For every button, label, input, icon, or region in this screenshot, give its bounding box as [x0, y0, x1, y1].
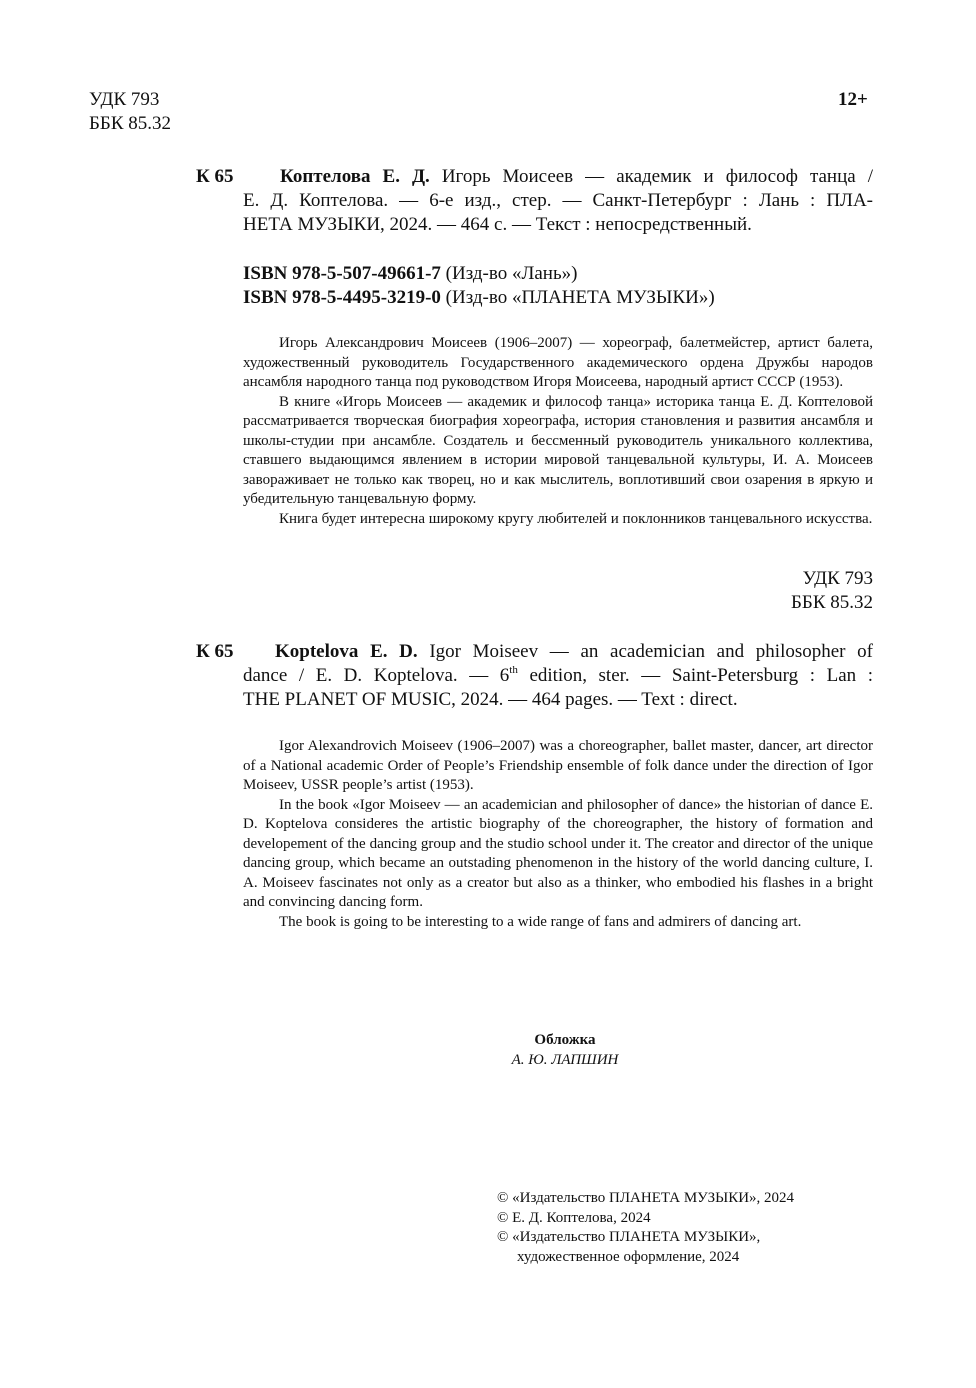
mid-udk-code: УДК 793: [802, 568, 873, 589]
en-entry-author: Koptelova E. D.: [275, 641, 418, 662]
en-abstract-paragraph-1: Igor Alexandrovich Moiseev (1906–2007) was a choreographer, ballet master, dancer, art director of a National academic Order of People’s Friendship ensemble of folk dance under the direction of Igor Moiseev, USSR people’s artist (1953).: [243, 738, 873, 793]
isbn-line-1: [243, 262, 873, 286]
age-rating: 12+: [838, 89, 868, 110]
cover-credit: [465, 1031, 665, 1070]
en-bibliographic-entry: [243, 640, 873, 712]
ru-entry-line-1: [280, 165, 873, 189]
en-abstract-paragraph-2: In the book «Igor Moiseev — an academician and philosopher of dance» the historian of dance E. D. Koptelova consideres the artistic biography of the choreographer, the history of formation and developement of the dancing group and the studio school under it. The creator and director of the unique dancing group, which became an outstading phenomenon in the history of the world dancing culture, I. A. Moiseev fascinates not only as a creator but also as a thinker, who embodied his flashes in a bright and convincing dancing form.: [243, 796, 873, 910]
ru-abstract: [243, 334, 873, 529]
cover-credit-label: Обложка: [534, 1032, 596, 1048]
ru-entry-line-2: Е. Д. Коптелова. — 6-е изд., стер. — Санкт-Петербург : Лань : ПЛА-: [243, 190, 873, 211]
ru-entry-title: Игорь Моисеев — академик и философ танца /: [441, 166, 873, 187]
ru-entry-code: К 65: [196, 166, 234, 187]
copyright-line-4: художественное оформление, 2024: [517, 1248, 740, 1265]
ru-abstract-paragraph-3: Книга будет интересна широкому кругу любителей и поклонников танцевального искусства.: [279, 510, 873, 527]
isbn-1-number: ISBN 978-5-507-49661-7: [243, 263, 441, 284]
ru-entry-author: Коптелова Е. Д.: [280, 166, 430, 187]
en-entry-line-2-post: edition, ster. — Saint-Petersburg : Lan :: [517, 665, 873, 686]
copyright-line-1: © «Издательство ПЛАНЕТА МУЗЫКИ», 2024: [497, 1190, 795, 1206]
en-entry-line-2-pre: dance / E. D. Koptelova. — 6: [243, 665, 510, 686]
isbn-line-2: [243, 286, 873, 310]
en-entry-title: Igor Moiseev — an academician and philosopher of: [429, 641, 874, 662]
en-entry-code: К 65: [196, 641, 234, 662]
isbn-block: [243, 262, 873, 310]
en-abstract: [243, 737, 873, 932]
mid-classification: [791, 567, 873, 615]
copyright-block: [497, 1189, 794, 1267]
top-classification: [89, 88, 171, 136]
en-entry-line-2-sup: th: [509, 663, 518, 676]
ru-abstract-paragraph-2: В книге «Игорь Моисеев — академик и философ танца» историка танца Е. Д. Коптеловой рассматривается творческая биография хореографа, история становления и развития ансамбля и школы-студии при ансамбле. Создатель и бессменный руководитель уникального коллектива, ставшего выдающимся явлением в истории мировой танцевальной культуры, И. А. Моисеев завораживает не только как творец, но и как мыслитель, воплотивший свои озарения в яркую и убедительную танцевальную форму.: [243, 393, 873, 507]
bbk-code: ББК 85.32: [89, 113, 171, 134]
en-entry-line-1: [275, 640, 873, 664]
en-entry-line-2: [243, 664, 873, 688]
cover-credit-name: А. Ю. ЛАПШИН: [511, 1051, 619, 1068]
ru-bibliographic-entry: [243, 165, 873, 237]
ru-abstract-paragraph-1: Игорь Александрович Моисеев (1906–2007) — хореограф, балетмейстер, артист балета, художественный руководитель Государственного академического ордена Дружбы народов ансамбля народного танца под руководством Игоря Моисеева, народный артист СССР (1953).: [243, 335, 873, 390]
mid-bbk-code: ББК 85.32: [791, 592, 873, 613]
isbn-2-number: ISBN 978-5-4495-3219-0: [243, 287, 441, 308]
ru-entry-line-3: НЕТА МУЗЫКИ, 2024. — 464 с. — Текст : непосредственный.: [243, 214, 752, 235]
udk-code: УДК 793: [89, 89, 160, 110]
isbn-2-publisher: (Изд-во «ПЛАНЕТА МУЗЫКИ»): [445, 287, 715, 308]
copyright-line-2: © Е. Д. Коптелова, 2024: [497, 1209, 651, 1226]
copyright-line-3: © «Издательство ПЛАНЕТА МУЗЫКИ»,: [497, 1229, 761, 1245]
en-entry-line-3: THE PLANET OF MUSIC, 2024. — 464 pages. — Text : direct.: [243, 689, 738, 710]
isbn-1-publisher: (Изд-во «Лань»): [445, 263, 578, 284]
en-abstract-paragraph-3: The book is going to be interesting to a wide range of fans and admirers of dancing art.: [279, 913, 802, 930]
